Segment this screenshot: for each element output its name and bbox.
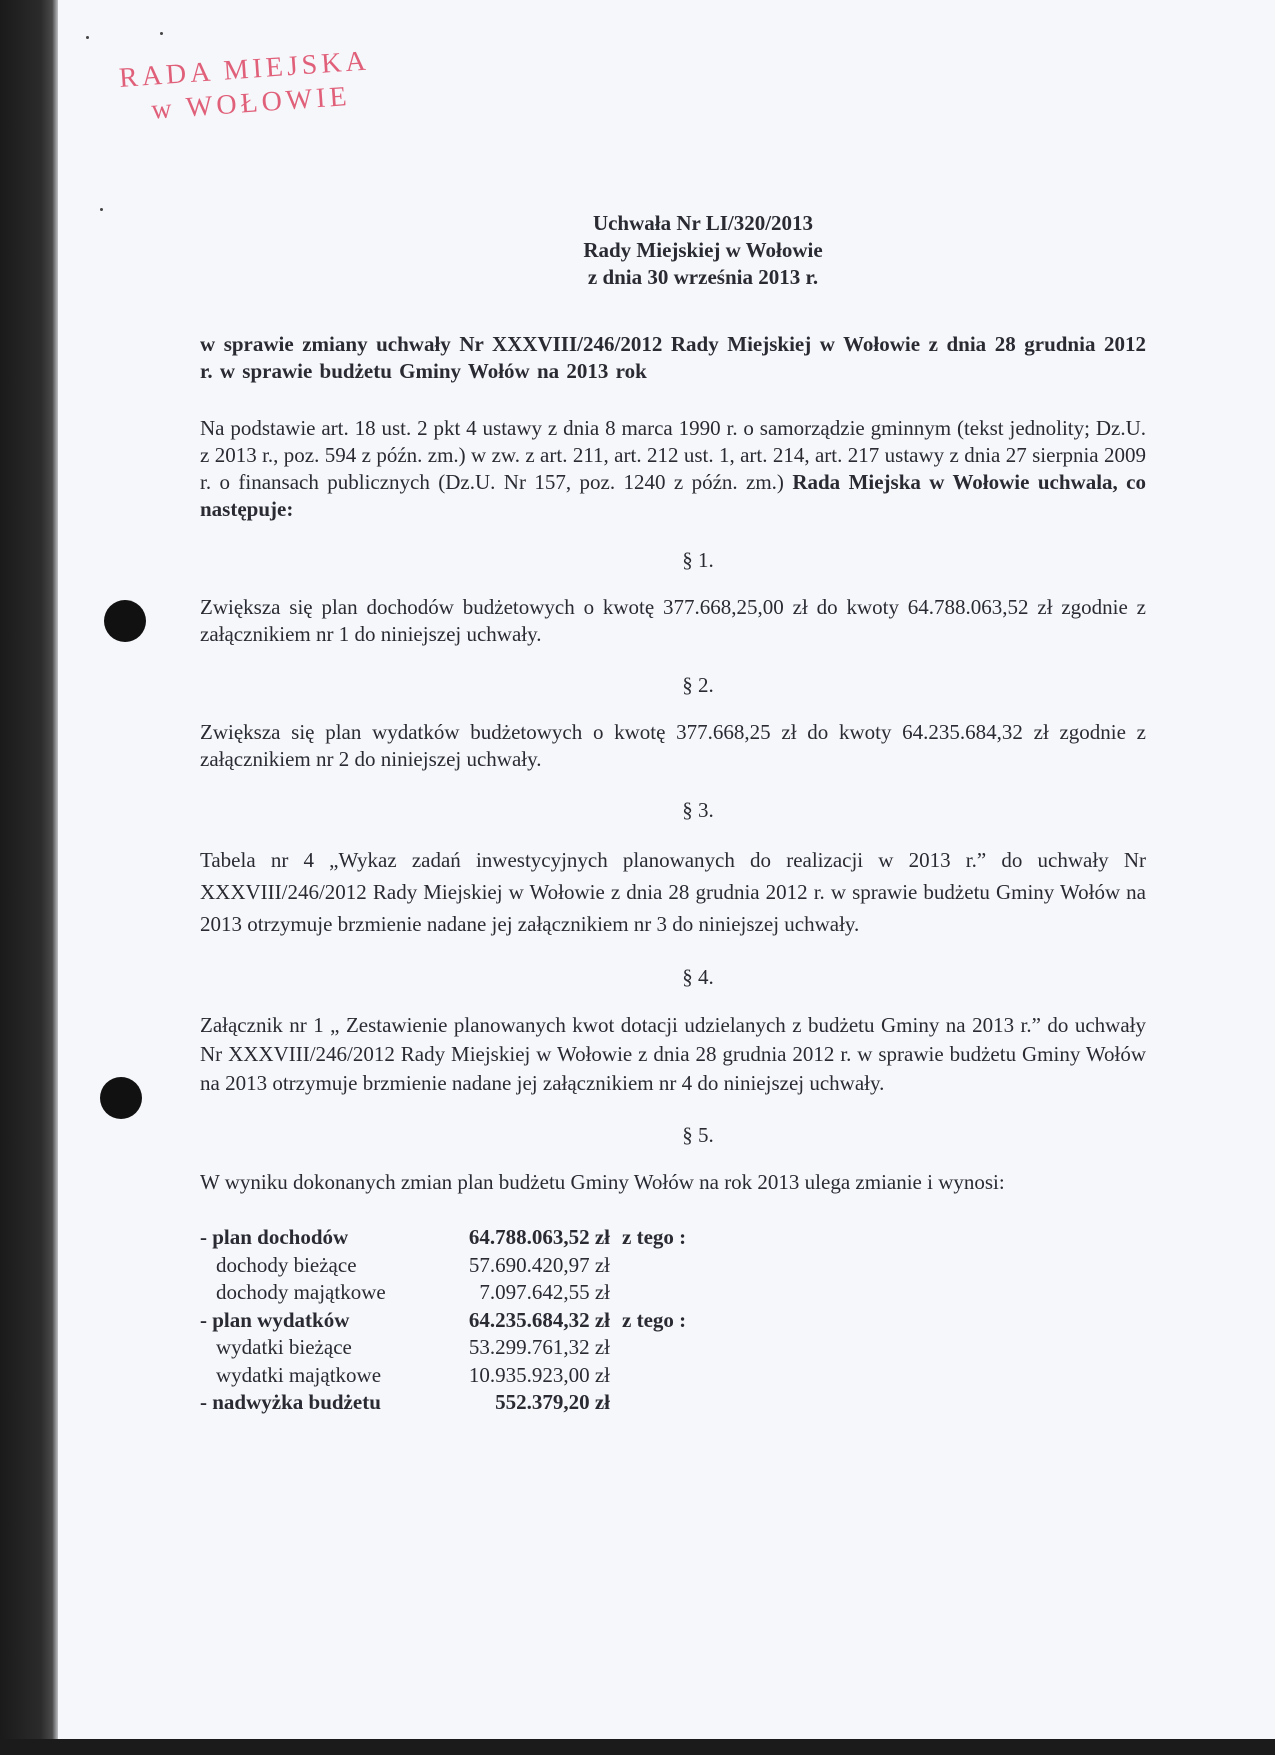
scan-speck [160, 32, 163, 35]
resolution-number: Uchwała Nr LI/320/2013 [592, 211, 814, 235]
section-mark-2: § 2. [682, 673, 714, 697]
section-mark-5: § 5. [682, 1123, 714, 1147]
section-text-2: Zwiększa się plan wydatków budżetowych o kwotę 377.668,25 zł do kwoty 64.235.684,32 zł zgodnie z załącznikiem nr 2 do niniejszej uchwały. [200, 720, 1146, 771]
summary-label: - nadwyżka budżetu [200, 1390, 381, 1414]
summary-amount: 7.097.642,55 zł [479, 1280, 610, 1304]
summary-label: wydatki majątkowe [216, 1362, 382, 1387]
section-mark-4: § 4. [682, 965, 714, 989]
summary-amount: 53.299.761,32 zł [468, 1335, 610, 1359]
section-text-3: Tabela nr 4 „Wykaz zadań inwestycyjnych planowanych do realizacji w 2013 r.” do uchwały Nr XXXVIII/246/2012 Rady Miejskiej w Wołowie z dnia 28 grudnia 2012 r. w sprawie budżetu Gminy Wołów na 2013 otrzymuje brzmienie nadane jej załącznikiem nr 3 do niniejszej uchwały. [200, 848, 1146, 936]
scan-speck [100, 208, 103, 211]
section-text-1: Zwiększa się plan dochodów budżetowych o kwotę 377.668,25,00 zł do kwoty 64.788.063,52 zł zgodnie z załącznikiem nr 1 do niniejszej uchwały. [200, 595, 1146, 646]
section-mark-1: § 1. [682, 548, 714, 572]
legal-basis-decision: Rada Miejska w Wołowie uchwala, co następuje: [200, 470, 1146, 521]
summary-amount: 64.235.684,32 zł [468, 1307, 610, 1332]
budget-summary [200, 1224, 1146, 1417]
summary-amount: 57.690.420,97 zł [468, 1252, 610, 1277]
summary-row [200, 1279, 1146, 1307]
summary-row [200, 1252, 1146, 1280]
scan-speck [86, 36, 89, 39]
stamp-line-2: w WOŁOWIE [150, 80, 352, 126]
resolution-issuer: Rady Miejskiej w Wołowie [583, 238, 823, 262]
punch-hole-bottom [100, 1077, 142, 1119]
summary-label: - plan dochodów [200, 1225, 349, 1249]
legal-basis-text: Na podstawie art. 18 ust. 2 pkt 4 ustawy z dnia 8 marca 1990 r. o samorządzie gminnym (tekst jednolity; Dz.U. z 2013 r., poz. 594 z późn. zm.) w zw. z art. 211, art. 212 ust. 1, art. 214, art. 217 ustawy z dnia 27 sierpnia 2009 r. o finansach publicznych (Dz.U. Nr 157, poz. 1240 z późn. zm.) [200, 416, 1146, 494]
scan-bottom-edge [0, 1739, 1275, 1755]
section-text-4: Załącznik nr 1 „ Zestawienie planowanych kwot dotacji udzielanych z budżetu Gminy na 2013 r.” do uchwały Nr XXXVIII/246/2012 Rady Miejskiej w Wołowie z dnia 28 grudnia 2012 r. w sprawie budżetu Gminy Wołów na 2013 otrzymuje brzmienie nadane jej załącznikiem nr 4 do niniejszej uchwały. [200, 1013, 1146, 1095]
resolution-subject: w sprawie zmiany uchwały Nr XXXVIII/246/2012 Rady Miejskiej w Wołowie z dnia 28 grudnia 2012 r. w sprawie budżetu Gminy Wołów na 2013 rok [200, 332, 1146, 383]
stamp-line-1: RADA MIEJSKA [118, 45, 371, 94]
resolution-date: z dnia 30 września 2013 r. [587, 265, 819, 289]
scan-binding-edge [0, 0, 58, 1755]
legal-basis [200, 415, 1146, 523]
summary-label: dochody majątkowe [216, 1280, 386, 1304]
summary-note: z tego : [622, 1225, 687, 1249]
punch-hole-top [104, 600, 146, 642]
summary-amount: 552.379,20 zł [495, 1390, 610, 1414]
summary-row [200, 1334, 1146, 1362]
resolution-content [200, 210, 1146, 1417]
section-mark-3: § 3. [682, 798, 714, 822]
summary-label: dochody bieżące [216, 1252, 357, 1277]
section-text-5: W wyniku dokonanych zmian plan budżetu Gminy Wołów na rok 2013 ulega zmianie i wynosi: [200, 1170, 1005, 1194]
summary-row [200, 1362, 1146, 1390]
summary-label: wydatki bieżące [216, 1335, 352, 1359]
resolution-header [260, 210, 1146, 291]
summary-amount: 64.788.063,52 zł [468, 1225, 610, 1249]
summary-row [200, 1224, 1146, 1252]
summary-row [200, 1307, 1146, 1335]
summary-row [200, 1389, 1146, 1417]
summary-label: - plan wydatków [200, 1307, 350, 1332]
summary-note: z tego : [622, 1307, 687, 1332]
summary-amount: 10.935.923,00 zł [468, 1362, 610, 1387]
